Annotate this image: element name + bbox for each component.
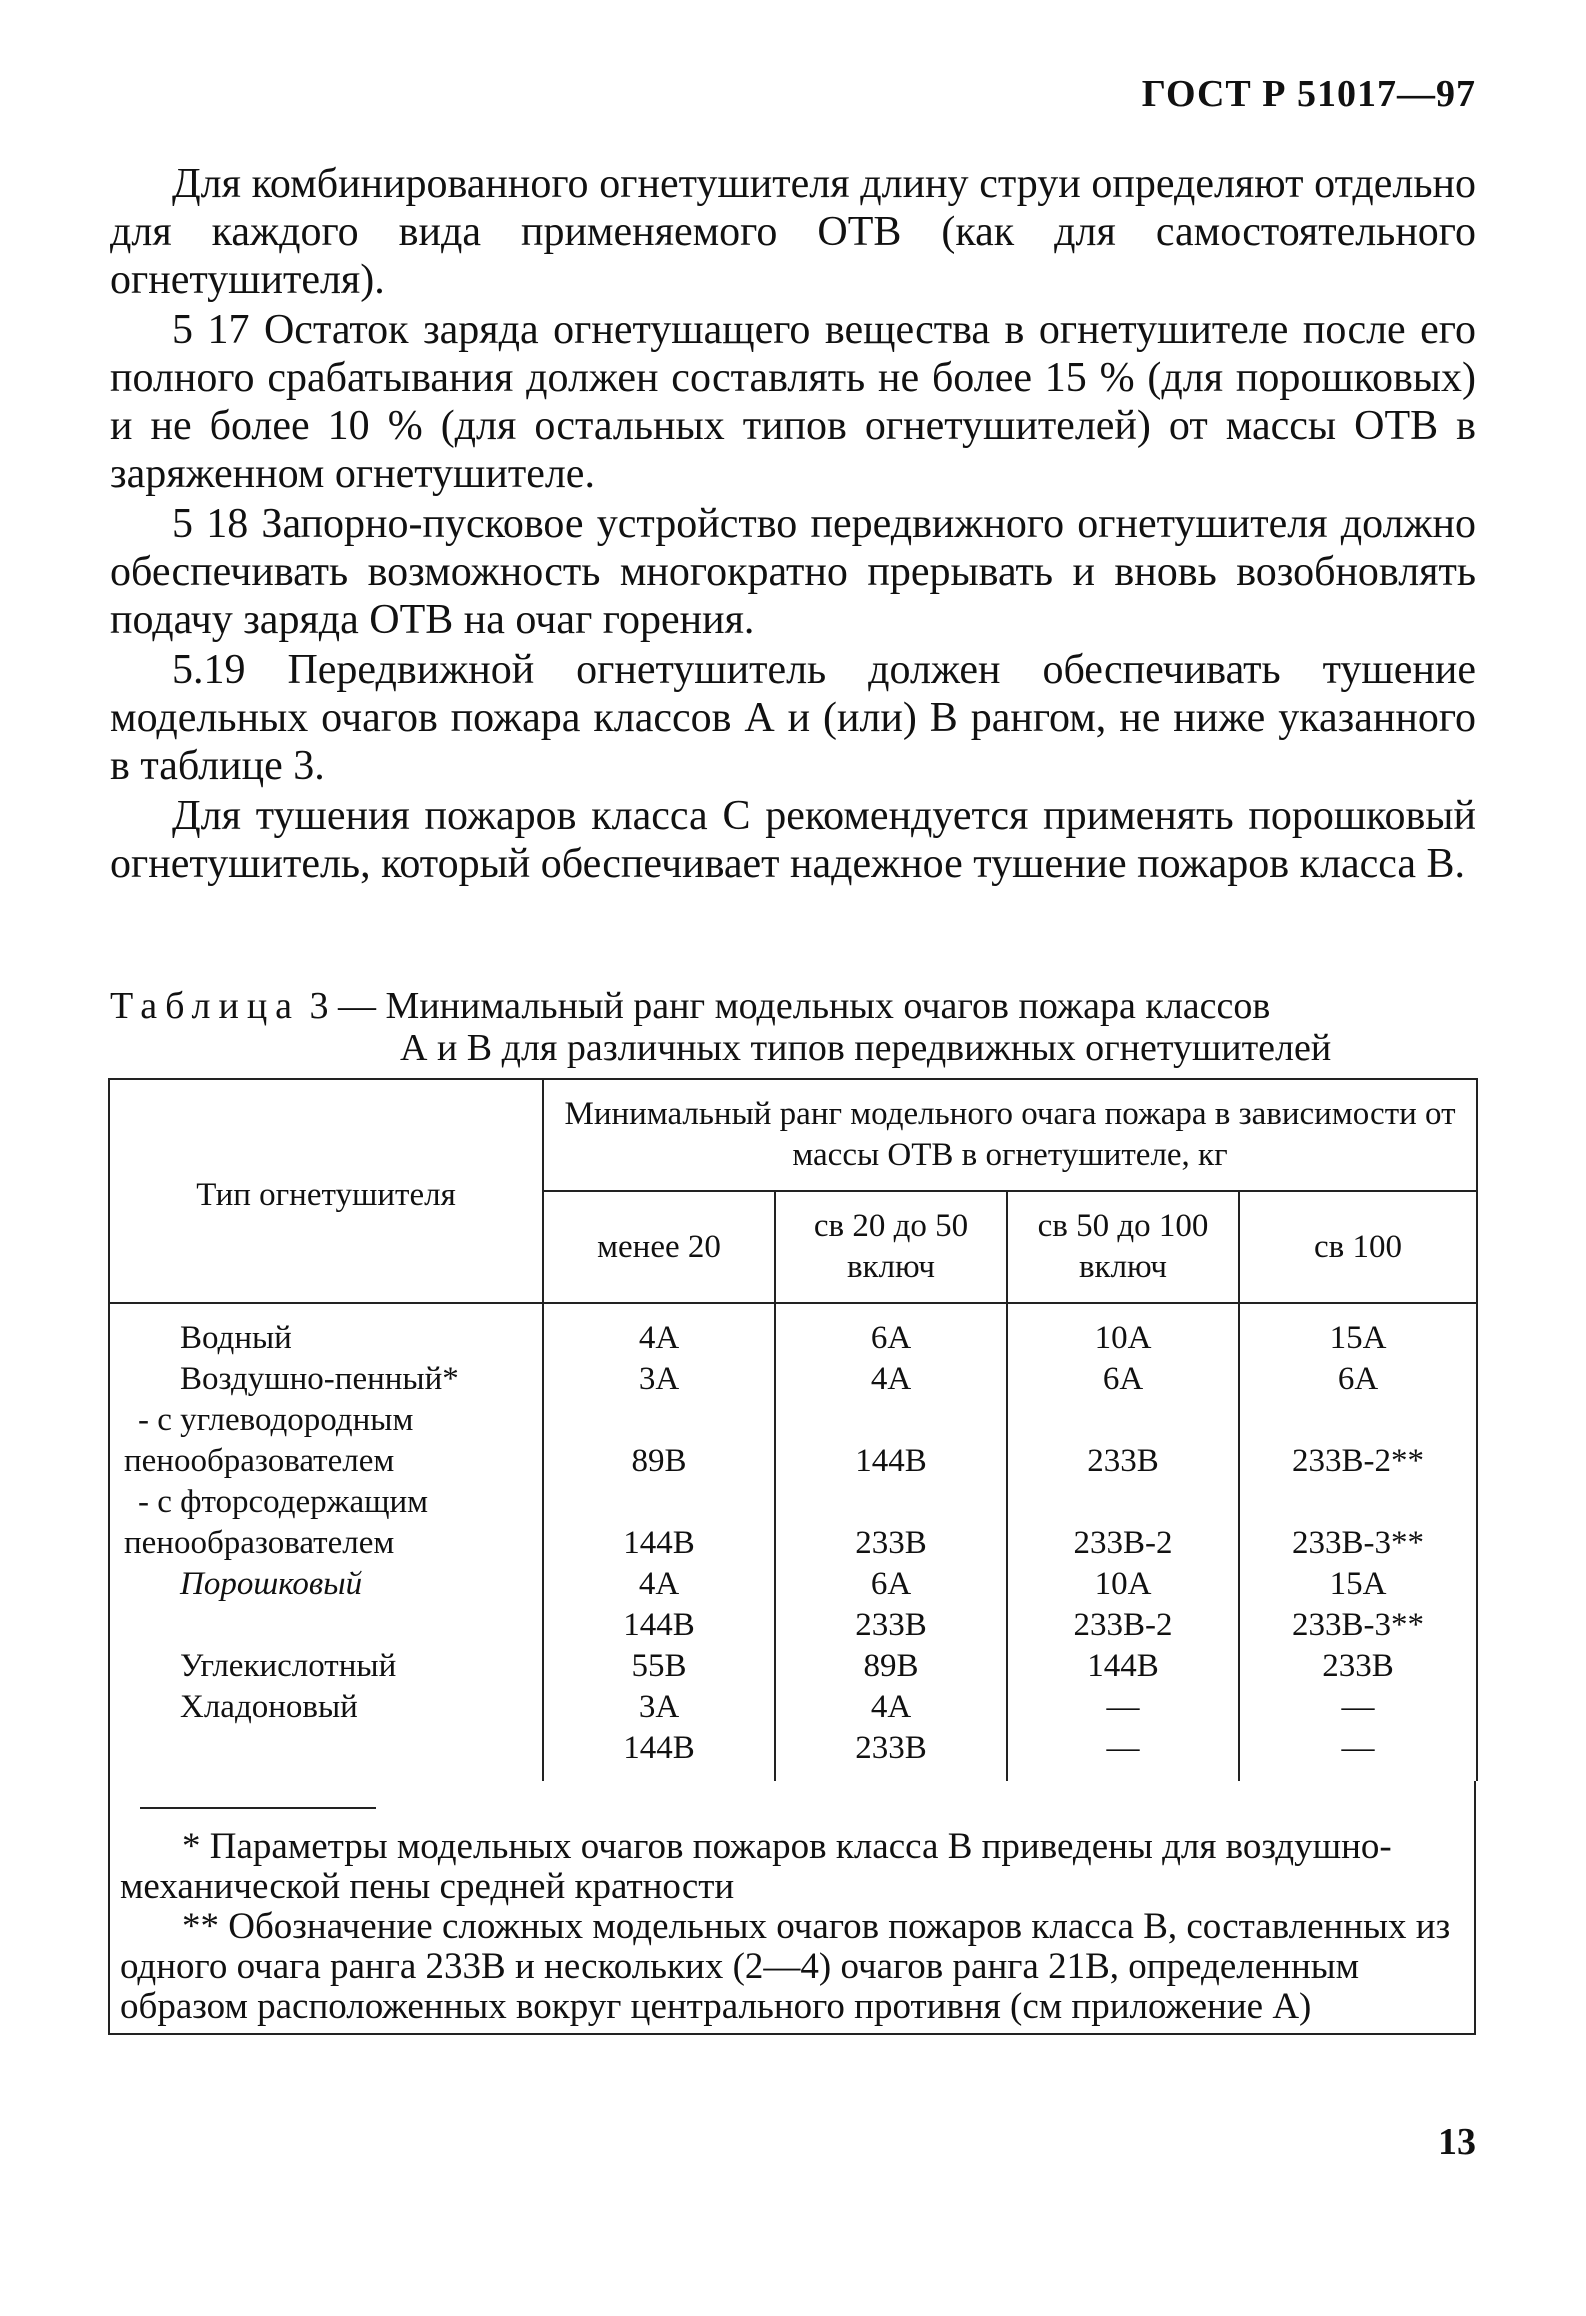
row-type: Хладоновый <box>109 1687 543 1728</box>
table-cell <box>1007 1482 1239 1523</box>
table-caption <box>110 985 1476 1069</box>
column-header-type: Тип огнетушителя <box>109 1079 543 1303</box>
table-cell: 233В <box>1239 1646 1477 1687</box>
table-row <box>109 1482 1477 1523</box>
table-row <box>109 1687 1477 1728</box>
table-cell: 233В-3** <box>1239 1523 1477 1564</box>
table-cell: 15А <box>1239 1303 1477 1359</box>
document-code: ГОСТ Р 51017—97 <box>1141 73 1476 115</box>
table-cell: — <box>1239 1687 1477 1728</box>
table-cell: 89В <box>543 1441 775 1482</box>
column-header: менее 20 <box>543 1191 775 1303</box>
row-type: пенообразователем <box>109 1441 543 1482</box>
table-cell: 233В-2 <box>1007 1523 1239 1564</box>
table-cell <box>1239 1482 1477 1523</box>
table-cell: 10А <box>1007 1303 1239 1359</box>
table-cell: 6А <box>1239 1359 1477 1400</box>
paragraph: Для комбинированного огнетушителя длину струи определяют отдельно для каждого вида применяемого ОТВ (как для самостоятельного огнетушителя). <box>110 161 1476 303</box>
table-cell: — <box>1007 1728 1239 1781</box>
table-cell: 4А <box>775 1687 1007 1728</box>
table-cell: 144В <box>543 1523 775 1564</box>
row-type <box>109 1728 543 1781</box>
row-type: - с углеводородным <box>109 1400 543 1441</box>
paragraph: 5.19 Передвижной огнетушитель должен обеспечивать тушение модельных очагов пожара классов А и (или) В рангом, не ниже указанного в таблице 3. <box>110 647 1476 789</box>
row-type: - с фторсодержащим <box>109 1482 543 1523</box>
table-cell: 89В <box>775 1646 1007 1687</box>
table-row <box>109 1605 1477 1646</box>
column-header: св 100 <box>1239 1191 1477 1303</box>
table-cell: 3А <box>543 1687 775 1728</box>
row-type: Углекислотный <box>109 1646 543 1687</box>
table-cell: 4А <box>543 1303 775 1359</box>
table-cell: 233В-3** <box>1239 1605 1477 1646</box>
table-cell: 10А <box>1007 1564 1239 1605</box>
table-cell: 233В <box>775 1523 1007 1564</box>
table-row <box>109 1303 1477 1359</box>
table-cell: 233В <box>775 1728 1007 1781</box>
table-row <box>109 1564 1477 1605</box>
row-type <box>109 1605 543 1646</box>
row-type: Водный <box>109 1303 543 1359</box>
table-row <box>109 1359 1477 1400</box>
table-cell: 233В-2** <box>1239 1441 1477 1482</box>
table-cell: 144В <box>775 1441 1007 1482</box>
table-cell <box>543 1400 775 1441</box>
row-type: Порошковый <box>109 1564 543 1605</box>
table-cell: 6А <box>775 1564 1007 1605</box>
table-cell: 6А <box>1007 1359 1239 1400</box>
table-row <box>109 1646 1477 1687</box>
table-cell: — <box>1007 1687 1239 1728</box>
table-cell: 233В-2 <box>1007 1605 1239 1646</box>
body-text <box>110 160 1476 890</box>
footnote-separator <box>140 1807 376 1809</box>
table-cell: 233В <box>1007 1441 1239 1482</box>
table-body <box>109 1303 1477 1781</box>
page-number: 13 <box>1438 2121 1476 2163</box>
table-row <box>109 1728 1477 1781</box>
table-footnotes <box>108 1781 1476 2035</box>
table-caption-line2: А и В для различных типов передвижных огнетушителей <box>400 1027 1332 1069</box>
table-row <box>109 1400 1477 1441</box>
table-cell: 144В <box>1007 1646 1239 1687</box>
table-cell <box>1007 1400 1239 1441</box>
table-caption-number: 3 <box>309 985 329 1027</box>
column-group-header: Минимальный ранг модельного очага пожара в зависимости от массы ОТВ в огнетушителе, кг <box>543 1079 1477 1191</box>
table-cell <box>1239 1400 1477 1441</box>
footnote: * Параметры модельных очагов пожаров класса В приведены для воздушно-механической пены средней кратности <box>120 1826 1392 1907</box>
table-cell: 144В <box>543 1728 775 1781</box>
table-cell: 6А <box>775 1303 1007 1359</box>
table-caption-line1: — Минимальный ранг модельных очагов пожара классов <box>338 985 1271 1027</box>
table-cell: 144В <box>543 1605 775 1646</box>
table-cell: 4А <box>543 1564 775 1605</box>
table-row <box>109 1441 1477 1482</box>
paragraph: Для тушения пожаров класса С рекомендуется применять порошковый огнетушитель, который обеспечивает надежное тушение пожаров класса В. <box>110 793 1476 887</box>
footnote: ** Обозначение сложных модельных очагов пожаров класса В, составленных из одного очага ранга 233В и нескольких (2—4) очагов ранга 21В, определенным образом расположенных вокруг центрального противня (см приложение А) <box>120 1906 1451 2027</box>
column-header: св 50 до 100 включ <box>1007 1191 1239 1303</box>
table-cell: 55В <box>543 1646 775 1687</box>
table-cell <box>775 1400 1007 1441</box>
paragraph: 5 17 Остаток заряда огнетушащего вещества в огнетушителе после его полного срабатывания должен составлять не более 15 % (для порошковых) и не более 10 % (для остальных типов огнетушителей) от массы ОТВ в заряженном огнетушителе. <box>110 307 1476 497</box>
table-cell <box>775 1482 1007 1523</box>
table-cell: 3А <box>543 1359 775 1400</box>
rank-table <box>108 1078 1478 1781</box>
table-cell <box>543 1482 775 1523</box>
table-cell: — <box>1239 1728 1477 1781</box>
row-type: пенообразователем <box>109 1523 543 1564</box>
table-cell: 233В <box>775 1605 1007 1646</box>
paragraph: 5 18 Запорно-пусковое устройство передвижного огнетушителя должно обеспечивать возможность многократно прерывать и вновь возобновлять подачу заряда ОТВ на очаг горения. <box>110 501 1476 643</box>
row-type: Воздушно-пенный* <box>109 1359 543 1400</box>
table-cell: 4А <box>775 1359 1007 1400</box>
rank-table-wrapper <box>108 1078 1476 2035</box>
table-caption-label: Таблица <box>110 985 301 1027</box>
column-header: св 20 до 50 включ <box>775 1191 1007 1303</box>
table-cell: 15А <box>1239 1564 1477 1605</box>
table-row <box>109 1523 1477 1564</box>
